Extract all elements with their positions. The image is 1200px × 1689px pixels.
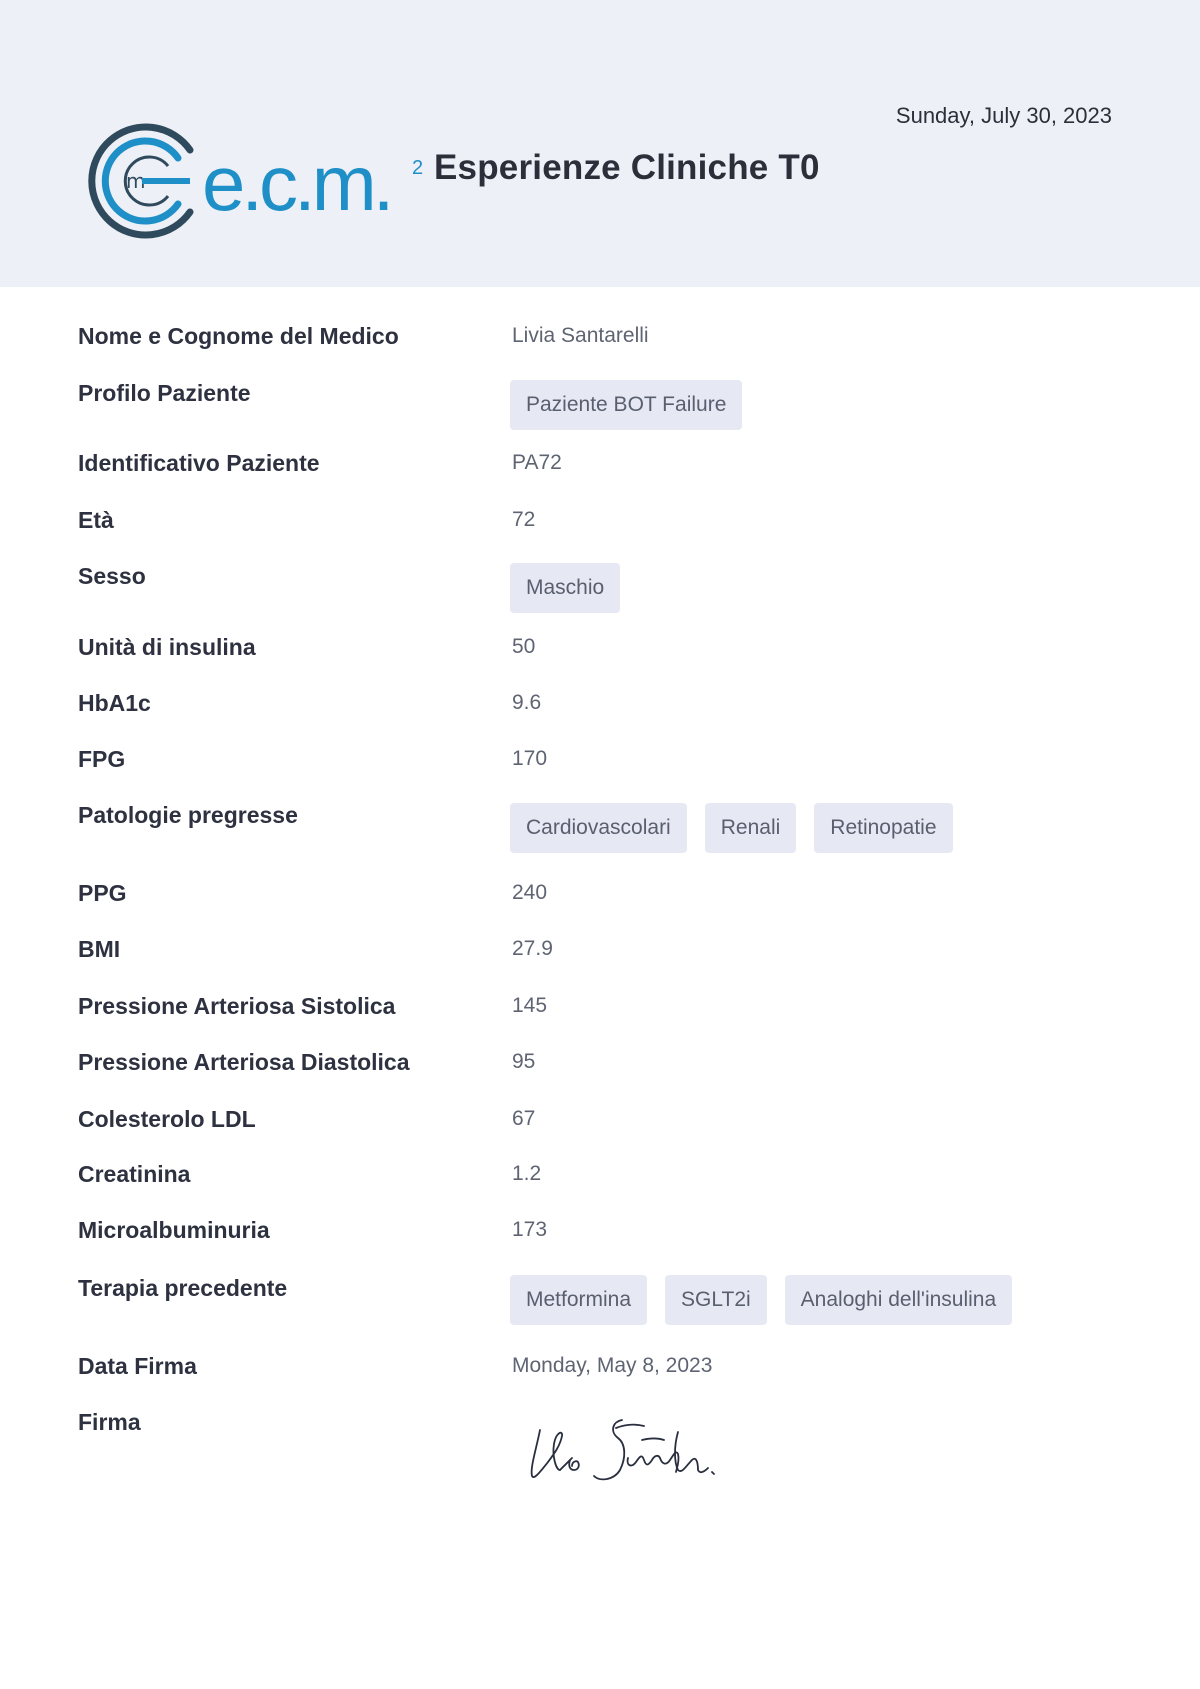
field-value-fpg: 170: [512, 747, 548, 770]
field-label-data-firma: Data Firma: [78, 1353, 197, 1379]
tag-terapia: SGLT2i: [665, 1275, 767, 1325]
tag-patologia: Retinopatie: [814, 803, 952, 853]
field-label-profilo: Profilo Paziente: [78, 380, 251, 406]
tag-profilo: Paziente BOT Failure: [510, 380, 742, 430]
field-label-fpg: FPG: [78, 746, 126, 772]
field-value-identificativo: PA72: [512, 451, 562, 474]
tag-group-patologie: [510, 803, 953, 853]
field-value-ppg: 240: [512, 881, 548, 904]
field-label-identificativo: Identificativo Paziente: [78, 450, 320, 476]
field-label-patologie: Patologie pregresse: [78, 802, 298, 828]
field-value-diastolica: 95: [512, 1050, 536, 1073]
document-header: [0, 0, 1200, 287]
field-label-eta: Età: [78, 507, 114, 533]
svg-text:e.c.m.: e.c.m.: [202, 139, 391, 227]
tag-group-profilo: [510, 380, 742, 430]
field-value-data-firma: Monday, May 8, 2023: [512, 1354, 713, 1377]
field-value-bmi: 27.9: [512, 937, 553, 960]
tag-group-terapia: [510, 1275, 1012, 1325]
field-value-medico: Livia Santarelli: [512, 324, 649, 347]
field-label-medico: Nome e Cognome del Medico: [78, 323, 399, 349]
tag-terapia: Analoghi dell'insulina: [785, 1275, 1012, 1325]
field-value-hba1c: 9.6: [512, 691, 542, 714]
field-value-sistolica: 145: [512, 994, 548, 1017]
tag-terapia: Metformina: [510, 1275, 647, 1325]
page-title: Esperienze Cliniche T0: [434, 148, 820, 187]
header-date: Sunday, July 30, 2023: [895, 103, 1112, 128]
field-label-diastolica: Pressione Arteriosa Diastolica: [78, 1049, 410, 1075]
field-label-sesso: Sesso: [78, 563, 146, 589]
svg-text:2: 2: [412, 157, 424, 179]
tag-patologia: Cardiovascolari: [510, 803, 687, 853]
field-value-insulina: 50: [512, 635, 536, 658]
field-label-firma: Firma: [78, 1409, 141, 1435]
svg-text:m: m: [126, 169, 146, 193]
field-label-bmi: BMI: [78, 936, 121, 962]
signature-image: [526, 1410, 736, 1490]
tag-sesso: Maschio: [510, 563, 620, 613]
field-value-ldl: 67: [512, 1107, 536, 1130]
field-label-sistolica: Pressione Arteriosa Sistolica: [78, 993, 396, 1019]
field-value-creatinina: 1.2: [512, 1162, 542, 1185]
ecm-logo: [78, 122, 428, 240]
tag-patologia: Renali: [705, 803, 797, 853]
field-label-hba1c: HbA1c: [78, 690, 151, 716]
tag-group-sesso: [510, 563, 620, 613]
field-value-microalbuminuria: 173: [512, 1218, 548, 1241]
field-value-eta: 72: [512, 508, 536, 531]
field-label-microalbuminuria: Microalbuminuria: [78, 1217, 270, 1243]
field-label-creatinina: Creatinina: [78, 1161, 191, 1187]
field-label-ldl: Colesterolo LDL: [78, 1106, 256, 1132]
field-label-ppg: PPG: [78, 880, 127, 906]
field-label-terapia: Terapia precedente: [78, 1275, 288, 1301]
field-label-insulina: Unità di insulina: [78, 634, 256, 660]
